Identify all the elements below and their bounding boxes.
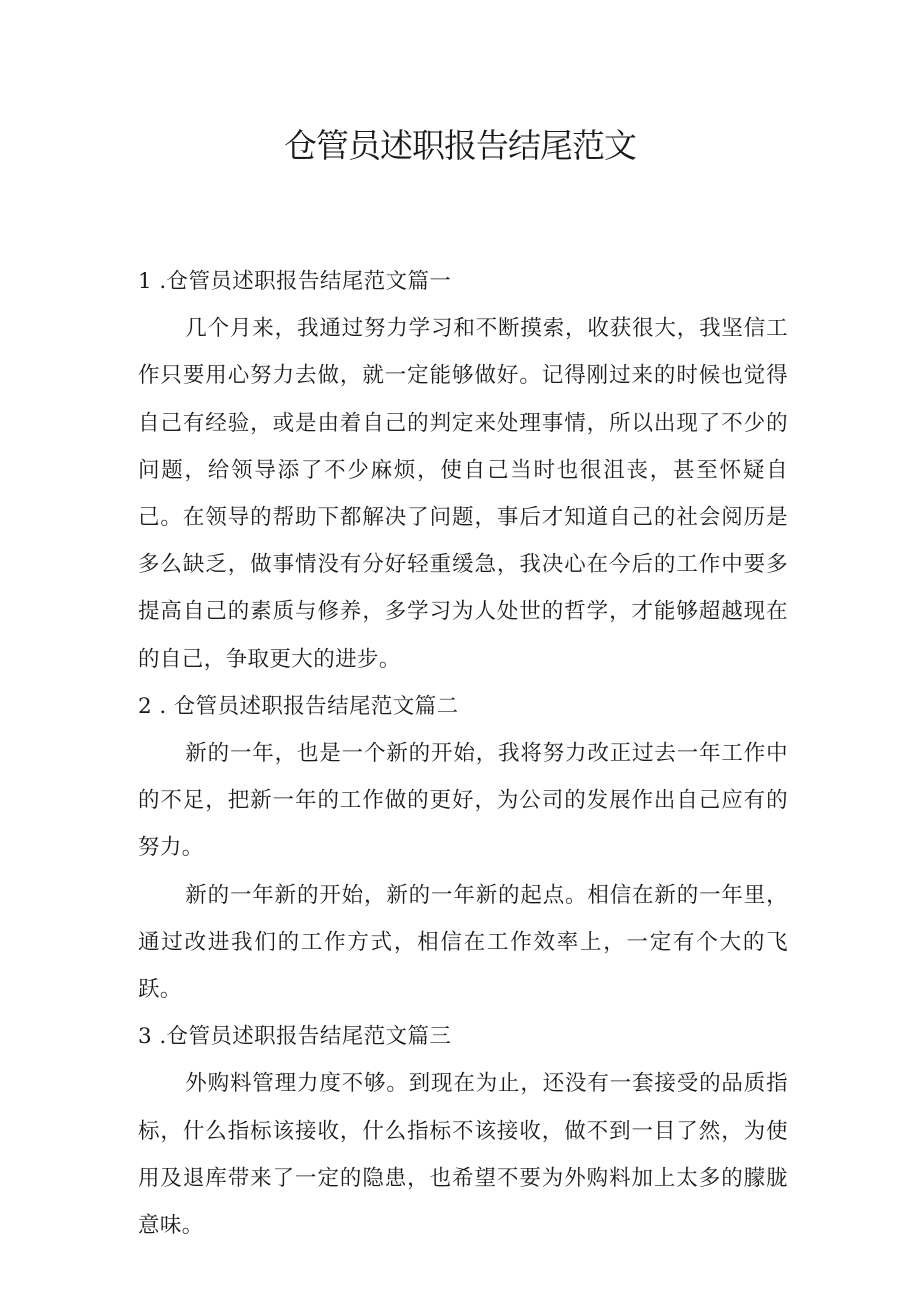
section-heading: 2 . 仓管员述职报告结尾范文篇二 (138, 693, 459, 719)
section-3 (138, 1013, 788, 1249)
section-heading: 1 .仓管员述职报告结尾范文篇一 (138, 269, 452, 294)
section-paragraph: 新的一年，也是一个新的开始，我将努力改正过去一年工作中的不足，把新一年的工作做的更好，为公司的发展作出自己应有的努力。 (138, 741, 788, 861)
section-paragraph: 外购料管理力度不够。到现在为止，还没有一套接受的品质指标，什么指标该接收，什么指标不该接收，做不到一目了然，为使用及退库带来了一定的隐患，也希望不要为外购料加上太多的朦胧意味。 (138, 1071, 788, 1239)
section-paragraph: 新的一年新的开始，新的一年新的起点。相信在新的一年里，通过改进我们的工作方式，相信在工作效率上，一定有个大的飞跃。 (138, 882, 788, 1003)
section-heading: 3 .仓管员述职报告结尾范文篇三 (138, 1024, 452, 1050)
section-paragraph: 几个月来，我通过努力学习和不断摸索，收获很大，我坚信工作只要用心努力去做，就一定能够做好。记得刚过来的时候也觉得自己有经验，或是由着自己的判定来处理事情，所以出现了不少的问题，给领导添了不少麻烦，使自己当时也很沮丧，甚至怀疑自己。在领导的帮助下都解决了问题，事后才知道自己的社会阅历是多么缺乏，做事情没有分好轻重缓急，我决心在今后的工作中要多提高自己的素质与修养，多学习为人处世的哲学，才能够超越现在的自己，争取更大的进步。 (138, 316, 788, 672)
section-1 (138, 258, 788, 683)
document-title: 仓管员述职报告结尾范文 (284, 126, 636, 165)
section-2 (138, 683, 788, 1013)
document-body (138, 258, 788, 1249)
